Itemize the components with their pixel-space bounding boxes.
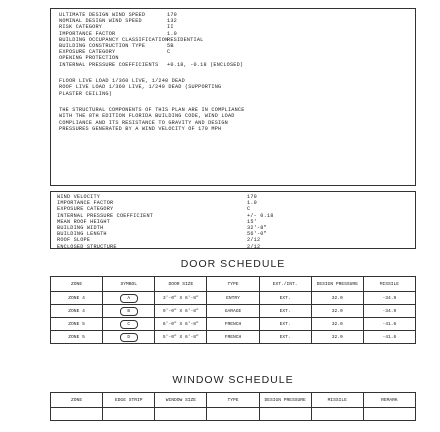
criteria-value: C (167, 49, 171, 56)
table-cell: EXT. (259, 331, 311, 344)
wind-value: +/- 0.18 (247, 212, 274, 219)
table-cell: 3'-0" X 6'-8" (155, 292, 207, 305)
code-compliance-note: THE STRUCTURAL COMPONENTS OF THIS PLAN ARE IN COMPLIANCE WITH THE 8TH EDITION FLORIDA BUILDING CODE, WIND LOAD COMPLIANCE AND ITS RESISTANCE TO GRAVITY AND DESIGN PRESSURES GENERATED BY A WIND VELOCITY OF 170 MPH (59, 107, 245, 133)
wind-value: 170 (247, 194, 257, 200)
table-cell: EXT. (259, 318, 311, 331)
column-header: SYMBOL (103, 277, 155, 292)
criteria-value: 1.0 (167, 30, 177, 37)
door-symbol: A (120, 294, 138, 303)
door-schedule-table (50, 276, 416, 344)
table-cell: GARAGE (207, 305, 259, 318)
table-row (51, 331, 416, 344)
table-cell: -41.6 (363, 331, 415, 344)
window-schedule-table (50, 392, 416, 421)
door-symbol: B (120, 307, 138, 316)
criteria-label: OPENING PROTECTION (59, 55, 119, 62)
table-cell: FRENCH (207, 331, 259, 344)
wind-value: 32'-8" (247, 225, 267, 232)
door-schedule-title: DOOR SCHEDULE (180, 258, 286, 270)
table-cell: 32.0 (311, 331, 363, 344)
wind-label: IMPORTANCE FACTOR (57, 200, 114, 207)
design-criteria-box (50, 8, 416, 186)
criteria-label: IMPORTANCE FACTOR (59, 30, 116, 37)
criteria-list (59, 12, 407, 68)
column-header: ZONE (51, 393, 103, 408)
wind-value: 1.0 (247, 200, 257, 207)
criteria-label: BUILDING OCCUPANCY CLASSIFICATION (59, 36, 169, 43)
wind-load-box (50, 191, 416, 249)
door-symbol: D (120, 333, 138, 342)
column-header: DESIGN PRESSURE (259, 393, 311, 408)
table-row (51, 408, 416, 421)
wind-value: 56'-0" (247, 231, 267, 238)
wind-label: ROOF SLOPE (57, 237, 91, 244)
criteria-label: ULTIMATE DESIGN WIND SPEED (59, 12, 146, 18)
table-cell (103, 305, 155, 318)
criteria-label: BUILDING CONSTRUCTION TYPE (59, 43, 146, 50)
criteria-label: EXPOSURE CATEGORY (59, 49, 116, 56)
table-row (51, 292, 416, 305)
table-cell: 9'-0" X 6'-8" (155, 305, 207, 318)
table-cell: ZONE 4 (51, 305, 103, 318)
floor-loads-text: FLOOR LIVE LOAD 1/360 LIVE, 1/240 DEAD ROOF LIVE LOAD 1/360 LIVE, 1/240 DEAD (SUPPORTING PLASTER CEILING) (59, 77, 222, 97)
wind-label: WIND VELOCITY (57, 194, 101, 200)
table-row (51, 318, 416, 331)
wind-value: 15' (247, 218, 257, 225)
criteria-value: II (167, 24, 174, 31)
table-cell: 6'-0" X 6'-8" (155, 318, 207, 331)
table-cell: FRENCH (207, 318, 259, 331)
column-header: DOOR SIZE (155, 277, 207, 292)
wind-label: EXPOSURE CATEGORY (57, 206, 114, 213)
wind-label: ENCLOSED STRUCTURE (57, 243, 117, 250)
table-cell: -41.6 (363, 318, 415, 331)
table-cell: -34.9 (363, 305, 415, 318)
criteria-value: 132 (167, 18, 177, 25)
table-cell: -34.9 (363, 292, 415, 305)
criteria-value: 170 (167, 12, 177, 18)
table-cell: ZONE 5 (51, 331, 103, 344)
wind-row (57, 244, 409, 250)
table-row (51, 305, 416, 318)
wind-label: BUILDING WIDTH (57, 225, 104, 232)
door-symbol: C (120, 320, 138, 329)
table-cell (103, 331, 155, 344)
criteria-row (59, 62, 407, 68)
column-header: MISSILE (311, 393, 363, 408)
window-schedule-title: WINDOW SCHEDULE (172, 374, 294, 386)
column-header: WINDOW SIZE (155, 393, 207, 408)
criteria-label: RISK CATEGORY (59, 24, 103, 31)
table-cell (103, 292, 155, 305)
wind-value: 2/12 (247, 243, 261, 250)
wind-label: MEAN ROOF HEIGHT (57, 218, 111, 225)
criteria-value: +0.18, -0.18 (ENCLOSED) (167, 61, 244, 68)
table-cell: 32.0 (311, 305, 363, 318)
column-header: REMARK (363, 393, 415, 408)
table-cell: EXT. (259, 305, 311, 318)
column-header: EDGE STRIP (103, 393, 155, 408)
criteria-value: 5B (167, 43, 174, 50)
column-header: DESIGN PRESSURE (311, 277, 363, 292)
column-header: TYPE (207, 393, 259, 408)
criteria-label: NOMINAL DESIGN WIND SPEED (59, 18, 142, 25)
column-header: ZONE (51, 277, 103, 292)
column-header: TYPE (207, 277, 259, 292)
wind-label: BUILDING LENGTH (57, 231, 107, 238)
wind-label: INTERNAL PRESSURE COEFFICIENT (57, 212, 154, 219)
table-cell: ENTRY (207, 292, 259, 305)
wind-value: 2/12 (247, 237, 261, 244)
criteria-label: INTERNAL PRESSURE COEFFICIENTS (59, 61, 159, 68)
table-cell: 5'-0" X 6'-8" (155, 331, 207, 344)
table-cell: 32.0 (311, 292, 363, 305)
table-cell: ZONE 4 (51, 292, 103, 305)
wind-value: C (247, 206, 251, 213)
criteria-value: RESIDENTIAL (167, 36, 204, 43)
table-cell (103, 318, 155, 331)
table-cell: EXT. (259, 292, 311, 305)
wind-list (57, 194, 409, 250)
column-header: MISSILE (363, 277, 415, 292)
table-cell: ZONE 5 (51, 318, 103, 331)
table-cell: 32.0 (311, 318, 363, 331)
column-header: EXT./INT. (259, 277, 311, 292)
